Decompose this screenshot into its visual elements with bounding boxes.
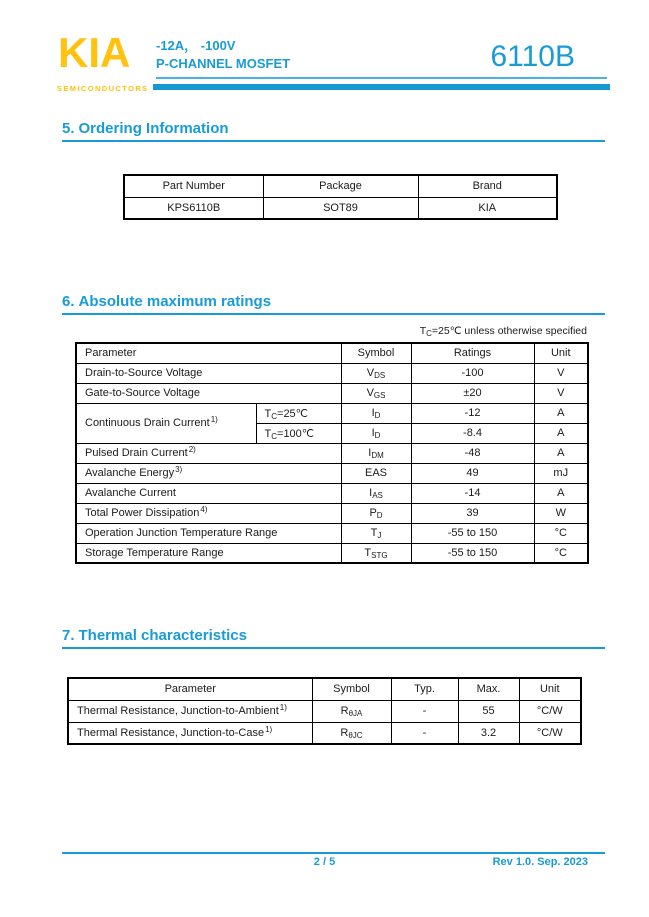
rating-cell: 39	[411, 503, 534, 523]
table-row	[124, 197, 557, 219]
symbol-main: I	[371, 427, 375, 439]
symbol-main: I	[369, 487, 373, 499]
rating-cell: -55 to 150	[411, 523, 534, 543]
table-row	[68, 722, 581, 744]
section-rule-thermal	[62, 647, 605, 649]
symbol-subscript: DM	[371, 451, 384, 460]
thermal-characteristics-table	[67, 677, 582, 745]
note-symbol-subscript: C	[426, 329, 432, 338]
symbol-main: R	[340, 705, 349, 717]
symbol-subscript: AS	[372, 491, 383, 500]
rating-cell: ±20	[411, 383, 534, 403]
part-number-title: 6110B	[490, 40, 575, 73]
note-text: =25℃ unless otherwise specified	[431, 325, 587, 337]
section-rule-abs-max	[62, 313, 605, 315]
unit-cell: A	[534, 403, 588, 423]
parameter-cell	[76, 503, 341, 523]
table-row	[76, 483, 588, 503]
header-rule-thick	[153, 84, 610, 90]
condition-cell	[256, 403, 341, 423]
parameter-cell	[76, 523, 341, 543]
symbol-cell	[341, 443, 411, 463]
symbol-subscript: J	[377, 531, 382, 540]
footer-rule	[62, 852, 605, 854]
symbol-subscript: GS	[373, 391, 386, 400]
symbol-subscript: STG	[371, 550, 388, 560]
unit-cell: °C/W	[519, 700, 581, 722]
symbol-main: T	[364, 546, 372, 559]
parameter-cell	[68, 722, 312, 744]
kia-logo-subtext: SEMICONDUCTORS	[57, 84, 149, 93]
section-heading-ordering	[62, 120, 229, 138]
rating-cell: -48	[411, 443, 534, 463]
parameter-label: Continuous Drain Current	[85, 417, 210, 429]
device-rating-line: -12A， -100V	[156, 38, 236, 53]
footnote-ref: 1)	[210, 415, 218, 424]
typ-cell: -	[391, 722, 458, 744]
symbol-subscript: DS	[374, 371, 386, 380]
symbol-subscript: D	[374, 411, 381, 420]
column-header-brand: Brand	[418, 175, 557, 197]
column-header-symbol: Symbol	[312, 678, 391, 700]
unit-cell: V	[534, 363, 588, 383]
unit-cell: mJ	[534, 463, 588, 483]
table-header-row	[68, 678, 581, 700]
unit-cell: A	[534, 443, 588, 463]
unit-cell: A	[534, 423, 588, 443]
absolute-maximum-ratings-table	[75, 342, 589, 564]
footnote-ref: 4)	[200, 505, 208, 514]
footnote-ref: 1)	[279, 703, 287, 712]
symbol-cell	[341, 383, 411, 403]
condition-main: T	[264, 427, 272, 440]
symbol-subscript: D	[374, 431, 381, 440]
table-row	[76, 503, 588, 523]
parameter-label: Thermal Resistance, Junction-to-Ambient	[77, 705, 279, 717]
symbol-cell	[341, 463, 411, 483]
column-header-package: Package	[263, 175, 418, 197]
parameter-label: Pulsed Drain Current	[85, 447, 188, 459]
symbol-cell	[341, 543, 411, 563]
section-heading-abs-max	[62, 293, 271, 311]
symbol-main: I	[368, 447, 372, 459]
table-row	[76, 543, 588, 563]
rating-cell: -8.4	[411, 423, 534, 443]
condition-subscript: C	[271, 411, 278, 421]
rating-cell: 49	[411, 463, 534, 483]
section-title: Thermal characteristics	[78, 627, 247, 644]
page-number: 2 / 5	[313, 856, 336, 868]
max-cell: 55	[458, 700, 519, 722]
symbol-cell	[341, 483, 411, 503]
condition-value: =25℃	[277, 407, 309, 420]
brand-cell: KIA	[418, 197, 557, 219]
symbol-cell	[341, 403, 411, 423]
parameter-label: Storage Temperature Range	[85, 546, 224, 559]
section-number: 6.	[62, 293, 75, 310]
parameter-cell	[76, 443, 341, 463]
table-row	[68, 700, 581, 722]
table-header-row	[124, 175, 557, 197]
column-header-symbol: Symbol	[341, 343, 411, 363]
symbol-subscript: θJA	[348, 709, 363, 718]
ordering-information-table	[123, 174, 558, 220]
symbol-cell	[341, 503, 411, 523]
unit-cell: °C	[534, 523, 588, 543]
symbol-main: V	[366, 367, 375, 379]
symbol-main: I	[371, 407, 375, 419]
symbol-main: EAS	[365, 467, 388, 479]
condition-value: =100℃	[277, 427, 315, 440]
section-title: Ordering Information	[78, 120, 229, 137]
unit-cell: °C/W	[519, 722, 581, 744]
table-row	[76, 523, 588, 543]
column-header-part-number: Part Number	[124, 175, 263, 197]
symbol-cell	[312, 700, 391, 722]
parameter-label: Thermal Resistance, Junction-to-Case	[77, 726, 265, 739]
symbol-main: P	[369, 507, 377, 519]
section-number: 5.	[62, 120, 75, 137]
parameter-label: Total Power Dissipation	[85, 507, 200, 519]
table-row	[76, 443, 588, 463]
parameter-cell	[76, 543, 341, 563]
section-rule-ordering	[62, 140, 605, 142]
parameter-cell	[76, 403, 256, 443]
column-header-parameter: Parameter	[76, 343, 341, 363]
symbol-main: T	[370, 527, 378, 539]
symbol-cell	[341, 523, 411, 543]
parameter-cell	[76, 463, 341, 483]
parameter-label: Avalanche Current	[85, 487, 176, 499]
footnote-ref: 1)	[265, 724, 273, 734]
parameter-cell	[76, 383, 341, 403]
table-row	[76, 383, 588, 403]
header-rule-thin	[156, 77, 607, 79]
max-cell: 3.2	[458, 722, 519, 744]
unit-cell: °C	[534, 543, 588, 563]
symbol-cell	[341, 423, 411, 443]
column-header-typ: Typ.	[391, 678, 458, 700]
column-header-ratings: Ratings	[411, 343, 534, 363]
note-symbol: T	[419, 325, 427, 337]
section-title: Absolute maximum ratings	[78, 293, 272, 310]
package-cell: SOT89	[263, 197, 418, 219]
rating-cell: -100	[411, 363, 534, 383]
column-header-unit: Unit	[519, 678, 581, 700]
column-header-parameter: Parameter	[68, 678, 312, 700]
footnote-ref: 2)	[188, 445, 196, 454]
condition-cell	[256, 423, 341, 443]
parameter-cell	[68, 700, 312, 722]
parameter-cell	[76, 483, 341, 503]
parameter-cell	[76, 363, 341, 383]
unit-cell: V	[534, 383, 588, 403]
table-row	[76, 463, 588, 483]
condition-main: T	[264, 407, 272, 420]
symbol-main: R	[340, 726, 349, 739]
symbol-subscript: D	[376, 511, 383, 520]
rating-cell: -55 to 150	[411, 543, 534, 563]
table-row	[76, 403, 588, 423]
parameter-label: Operation Junction Temperature Range	[85, 527, 278, 539]
table-header-row	[76, 343, 588, 363]
symbol-cell	[312, 722, 391, 744]
symbol-main: V	[366, 387, 374, 399]
section-heading-thermal	[62, 627, 247, 645]
symbol-subscript: θJC	[348, 730, 363, 740]
device-type-line: P-CHANNEL MOSFET	[156, 56, 291, 71]
typ-cell: -	[391, 700, 458, 722]
parameter-label: Avalanche Energy	[85, 467, 175, 479]
footnote-ref: 3)	[175, 465, 183, 474]
rating-cell: -12	[411, 403, 534, 423]
column-header-unit: Unit	[534, 343, 588, 363]
symbol-cell	[341, 363, 411, 383]
unit-cell: A	[534, 483, 588, 503]
device-spec-lines	[156, 37, 290, 73]
conditions-note	[420, 325, 587, 337]
section-number: 7.	[62, 627, 75, 644]
parameter-label: Drain-to-Source Voltage	[85, 367, 203, 379]
rating-cell: -14	[411, 483, 534, 503]
kia-logo: KIA	[58, 29, 131, 76]
column-header-max: Max.	[458, 678, 519, 700]
revision-label: Rev 1.0. Sep. 2023	[492, 856, 588, 868]
unit-cell: W	[534, 503, 588, 523]
part-number-cell: KPS6110B	[124, 197, 263, 219]
parameter-label: Gate-to-Source Voltage	[85, 387, 200, 399]
condition-subscript: C	[271, 431, 278, 441]
table-row	[76, 363, 588, 383]
